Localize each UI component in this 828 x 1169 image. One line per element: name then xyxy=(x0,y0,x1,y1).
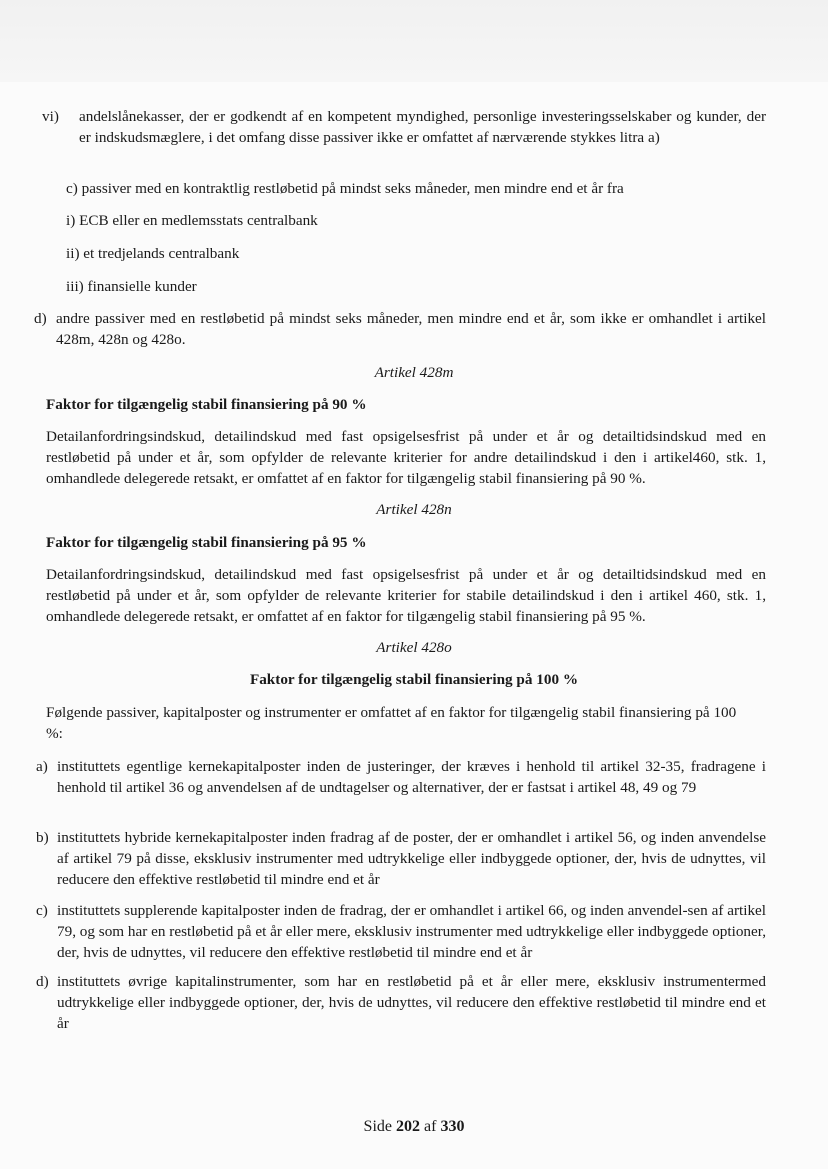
article-item-d xyxy=(36,971,766,1034)
article-number-428m: Artikel 428m xyxy=(374,364,454,381)
list-item-iii xyxy=(66,276,766,297)
article-title-428m: Faktor for tilgængelig stabil finansiering på 90 % xyxy=(46,396,367,413)
list-item-ii xyxy=(66,243,766,264)
list-item-label: d) xyxy=(36,973,49,990)
footer-page-number: 202 xyxy=(396,1118,420,1135)
list-item-label: a) xyxy=(36,758,48,775)
footer-prefix: Side xyxy=(363,1118,392,1135)
list-item-text: andelslånekasser, der er godkendt af en kompetent myndighed, personlige investeringsselskaber og kunder, der er indskudsmæglere, i det omfang disse passiver ikke er omfattet af nærværende stykkes litra a) xyxy=(79,108,766,146)
article-item-c xyxy=(36,900,766,963)
list-item-text: instituttets egentlige kernekapitalposter inden de justeringer, der kræves i henhold til artikel 32-35, fradragene i henhold til artikel 36 og anvendelsen af de undtagelser og alternativer, der er fastsat i artikel 48, 49 og 79 xyxy=(57,758,766,796)
article-number-428n: Artikel 428n xyxy=(376,501,452,518)
article-title-428n: Faktor for tilgængelig stabil finansiering på 95 % xyxy=(46,534,367,551)
list-item-text: ii) et tredjelands centralbank xyxy=(66,245,240,262)
list-item-text: c) passiver med en kontraktlig restløbetid på mindst seks måneder, men mindre end et år fra xyxy=(66,180,624,197)
list-item-text: andre passiver med en restløbetid på mindst seks måneder, men mindre end et år, som ikke er omhandlet i artikel 428m, 428n og 428o. xyxy=(56,310,766,348)
list-item-text: instituttets supplerende kapitalposter inden de fradrag, der er omhandlet i artikel 66, og inden anvendel-sen af artikel 79, og som har en restløbetid på et år eller mere, eksklusiv instrumenter med udtrykkelige eller indbyggede optioner, der, hvis de udnyttes, vil reducere den effektive restløbetid til mindre end et år xyxy=(57,902,766,961)
article-body-428m: Detailanfordringsindskud, detailindskud med fast opsigelsesfrist på under et år og detailtidsindskud med en restløbetid på under et år, som opfylder de relevante kriterier for andre detailindskud i den i artikel460, stk. 1, omhandlede delegerede retsakt, er omfattet af en faktor for tilgængelig stabil finansiering på 90 %. xyxy=(46,428,766,487)
list-item-text: instituttets øvrige kapitalinstrumenter, som har en restløbetid på et år eller mere, eksklusiv instrumentermed udtrykkelige eller indbyggede optioner, der, hvis de udnyttes, vil reducere den effektive restløbetid til mindre end et år xyxy=(57,973,766,1032)
list-item-text: i) ECB eller en medlemsstats centralbank xyxy=(66,212,318,229)
article-item-b xyxy=(36,827,766,890)
article-body-428n: Detailanfordringsindskud, detailindskud med fast opsigelsesfrist på under et år og detailtidsindskud med en restløbetid på under et år, som opfylder de relevante kriterier for stabile detailindskud i den i artikel 460, stk. 1, omhandlede delegerede retsakt, er omfattet af en faktor for tilgængelig stabil finansiering på 95 %. xyxy=(46,566,766,625)
list-item-label: b) xyxy=(36,829,49,846)
footer-total-pages: 330 xyxy=(440,1118,465,1135)
list-item-text: instituttets hybride kernekapitalposter inden fradrag af de poster, der er omhandlet i artikel 56, og inden anvendelse af artikel 79 på disse, eksklusiv instrumenter med udtrykkelige eller indbyggede optioner, der, hvis de udnyttes, vil reducere den effektive restløbetid til mindre end et år xyxy=(57,829,766,888)
list-item-label: d) xyxy=(34,310,47,327)
list-item-text: iii) finansielle kunder xyxy=(66,278,197,295)
article-intro-428o: Følgende passiver, kapitalposter og instrumenter er omfattet af en faktor for tilgængelig stabil finansiering på 100 %: xyxy=(46,704,737,742)
list-item-label: vi) xyxy=(42,108,59,125)
list-item-d xyxy=(34,308,766,350)
page-footer xyxy=(0,1116,828,1137)
list-item-i xyxy=(66,210,766,231)
article-item-a xyxy=(36,756,766,798)
list-item-vi xyxy=(42,106,766,148)
footer-middle: af xyxy=(424,1118,437,1135)
article-number-428o: Artikel 428o xyxy=(376,639,452,656)
list-item-label: c) xyxy=(36,902,48,919)
article-title-428o: Faktor for tilgængelig stabil finansiering på 100 % xyxy=(249,671,579,688)
list-item-c xyxy=(66,178,766,199)
